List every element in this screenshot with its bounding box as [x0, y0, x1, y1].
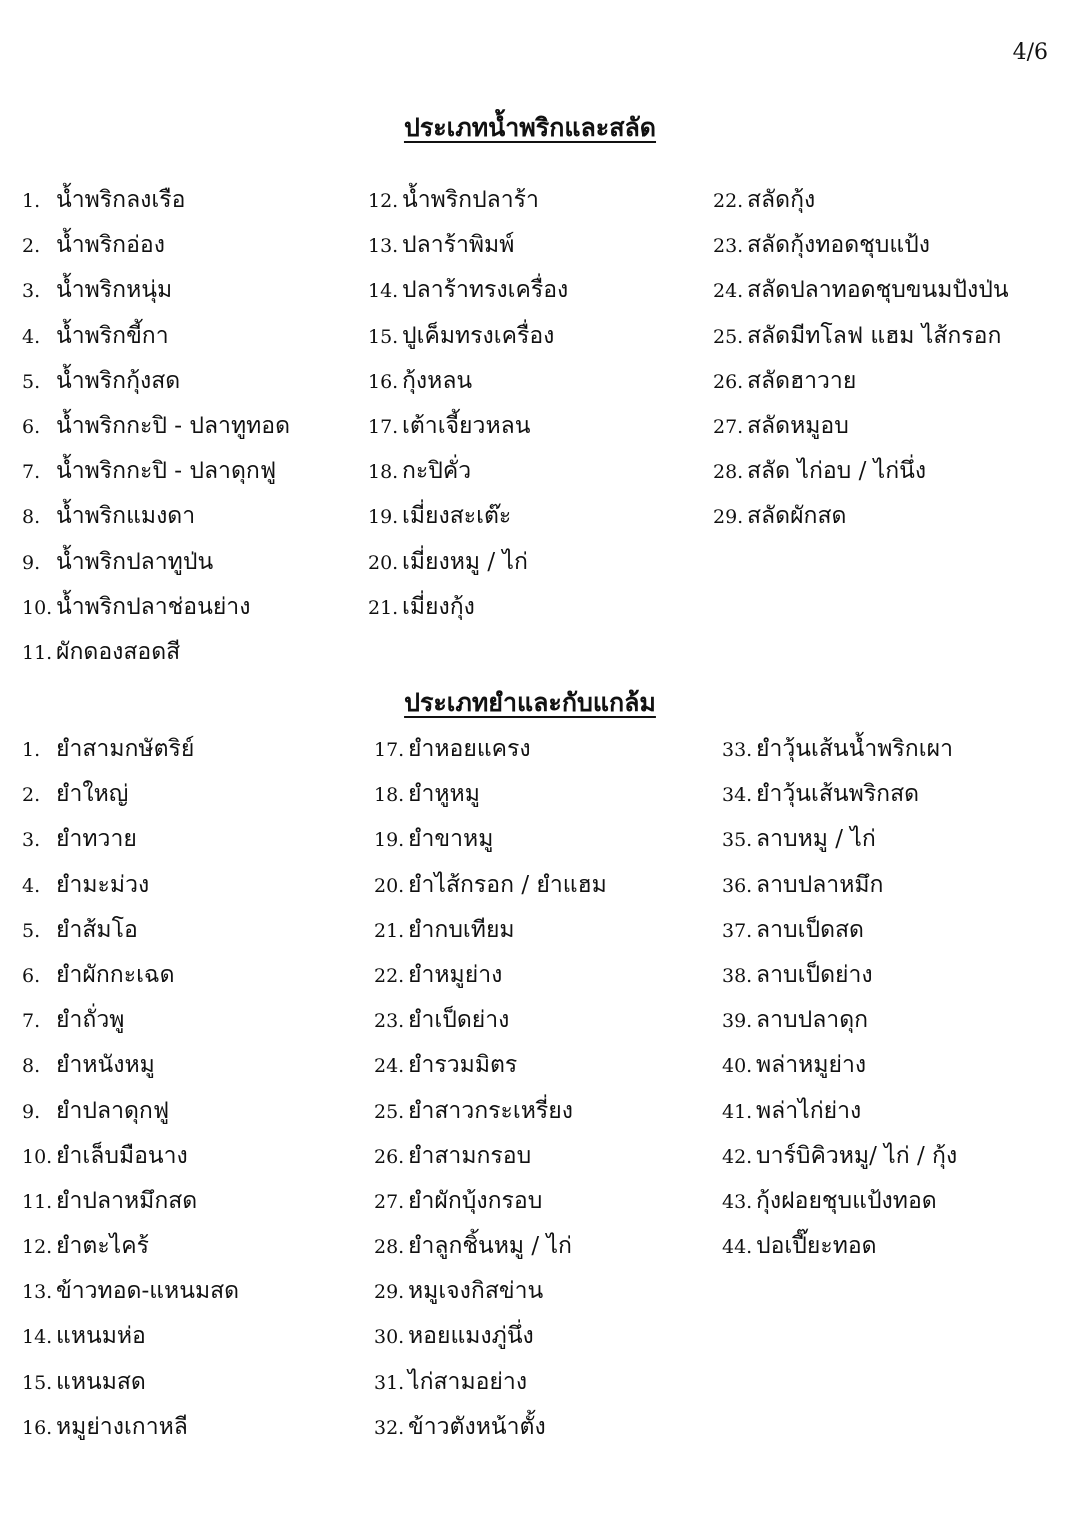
menu-item-label: ยำขาหมู	[408, 826, 494, 853]
menu-item-label: น้ำพริกปลาร้า	[402, 187, 539, 213]
menu-item-label: หมูย่างเกาหลี	[56, 1413, 188, 1440]
menu-item	[722, 998, 957, 1043]
menu-item-number: 14.	[22, 1326, 53, 1349]
menu-item	[22, 1405, 239, 1450]
section-title-yum-snacks: ประเภทยำและกับแกล้ม	[404, 688, 656, 717]
menu-item	[722, 772, 957, 817]
menu-item-label: ยำกบเทียม	[408, 916, 515, 943]
menu-item-number: 25.	[713, 325, 744, 348]
menu-item	[368, 178, 568, 223]
menu-item	[374, 863, 607, 908]
menu-item-number: 28.	[713, 461, 744, 484]
menu-item-number: 29.	[713, 506, 744, 529]
menu-item	[22, 178, 290, 223]
menu-item	[22, 1360, 239, 1405]
menu-item-number: 14.	[368, 280, 399, 303]
menu-item-number: 26.	[713, 370, 744, 393]
menu-item	[22, 314, 290, 359]
menu-item-number: 24.	[374, 1055, 405, 1078]
menu-item	[22, 1314, 239, 1359]
menu-item-number: 9.	[22, 551, 41, 574]
menu-item-label: ยำถั่วพู	[56, 1007, 125, 1034]
menu-item-label: หอยแมงภู่นึ่ง	[408, 1323, 534, 1350]
menu-item-number: 5.	[22, 370, 41, 393]
menu-item	[22, 998, 239, 1043]
menu-item	[22, 585, 290, 630]
menu-item	[374, 1314, 607, 1359]
menu-item	[374, 1089, 607, 1134]
menu-item-number: 4.	[22, 874, 41, 897]
menu-item	[722, 908, 957, 953]
menu-item-label: ลาบเป็ดย่าง	[756, 961, 873, 988]
menu-item-number: 15.	[368, 325, 399, 348]
menu-item	[713, 268, 1009, 313]
menu-item	[368, 268, 568, 313]
menu-item-label: ยำผักบุ้งกรอบ	[408, 1187, 543, 1214]
menu-item-number: 17.	[374, 739, 405, 761]
section2-column-3	[722, 727, 957, 1269]
menu-item-label: ไก่สามอย่าง	[408, 1368, 528, 1395]
menu-item-number: 20.	[374, 874, 405, 897]
menu-item	[368, 449, 568, 494]
menu-item-label: ยำไส้กรอก / ยำแฮม	[408, 871, 607, 898]
menu-item-number: 10.	[22, 596, 53, 619]
menu-item-number: 43.	[722, 1190, 753, 1213]
menu-item-label: หมูเจงกิสข่าน	[408, 1278, 544, 1305]
menu-item	[22, 1224, 239, 1269]
menu-item-label: แหนมสด	[56, 1368, 146, 1395]
menu-item-label: ยำวุ้นเส้นพริกสด	[756, 781, 920, 808]
menu-item	[22, 268, 290, 313]
menu-item-label: ยำสาวกระเหรี่ยง	[408, 1097, 573, 1124]
menu-item-number: 1.	[22, 190, 41, 212]
menu-item-label: กุ้งหลน	[402, 367, 473, 394]
menu-item-number: 32.	[374, 1416, 405, 1439]
menu-item-number: 21.	[368, 596, 399, 619]
menu-item-number: 33.	[722, 739, 753, 761]
menu-item-number: 12.	[22, 1236, 53, 1259]
menu-item-number: 27.	[374, 1190, 405, 1213]
menu-item	[368, 359, 568, 404]
menu-item-label: สลัด ไก่อบ / ไก่นึ่ง	[747, 458, 927, 485]
menu-item	[22, 359, 290, 404]
menu-item-number: 8.	[22, 506, 41, 529]
menu-item-number: 24.	[713, 280, 744, 303]
menu-item	[22, 540, 290, 585]
menu-item	[374, 1405, 607, 1450]
menu-item	[713, 404, 1009, 449]
menu-item-number: 22.	[713, 190, 744, 212]
menu-item-label: ยำส้มโอ	[56, 916, 138, 943]
menu-item	[374, 1134, 607, 1179]
menu-item-label: กุ้งฝอยชุบแป้งทอด	[756, 1187, 937, 1214]
menu-item-number: 42.	[722, 1145, 753, 1168]
menu-item	[374, 953, 607, 998]
menu-item-label: ปอเปี๊ยะทอด	[756, 1233, 877, 1260]
menu-item-label: น้ำพริกกะปิ - ปลาดุกฟู	[56, 458, 277, 485]
menu-item-number: 28.	[374, 1236, 405, 1259]
menu-item	[22, 908, 239, 953]
menu-item-number: 3.	[22, 829, 41, 852]
menu-item	[22, 727, 239, 772]
menu-item	[722, 1179, 957, 1224]
menu-item	[722, 863, 957, 908]
menu-item	[722, 1224, 957, 1269]
menu-item	[374, 1224, 607, 1269]
menu-item-label: ข้าวทอด-แหนมสด	[56, 1278, 240, 1305]
menu-item-label: สลัดมีทโลฟ แฮม ไส้กรอก	[747, 322, 1002, 349]
menu-item-number: 21.	[374, 919, 405, 942]
menu-item-number: 38.	[722, 964, 753, 987]
menu-item-number: 2.	[22, 784, 41, 807]
section2-column-2	[374, 727, 607, 1450]
menu-item-label: สลัดหมูอบ	[747, 412, 849, 439]
menu-item	[368, 585, 568, 630]
menu-item-number: 2.	[22, 235, 41, 258]
menu-item-number: 41.	[722, 1100, 753, 1123]
section1-column-1	[22, 178, 290, 675]
menu-item-label: น้ำพริกขี้กา	[56, 322, 169, 349]
menu-item	[368, 314, 568, 359]
menu-item	[22, 1134, 239, 1179]
menu-item-number: 23.	[713, 235, 744, 258]
menu-item-label: ลาบปลาหมึก	[756, 871, 884, 898]
menu-item-label: ยำตะไคร้	[56, 1233, 149, 1260]
menu-item-number: 8.	[22, 1055, 41, 1078]
section1-column-3	[713, 178, 1009, 540]
menu-item	[722, 1043, 957, 1088]
menu-item	[22, 223, 290, 268]
menu-item-number: 22.	[374, 964, 405, 987]
menu-item-label: ยำมะม่วง	[56, 871, 150, 898]
menu-item-number: 29.	[374, 1281, 405, 1304]
menu-item-label: สลัดกุ้งทอดชุบแป้ง	[747, 232, 931, 259]
menu-item-number: 31.	[374, 1371, 405, 1394]
menu-item-number: 35.	[722, 829, 753, 852]
menu-item	[713, 359, 1009, 404]
menu-item-label: เต้าเจี้ยวหลน	[402, 412, 531, 439]
menu-item-number: 26.	[374, 1145, 405, 1168]
menu-item	[22, 449, 290, 494]
menu-item-number: 39.	[722, 1010, 753, 1033]
menu-item-number: 44.	[722, 1236, 753, 1259]
menu-item-label: น้ำพริกปลาช่อนย่าง	[56, 593, 251, 620]
menu-item-label: น้ำพริกหนุ่ม	[56, 277, 173, 304]
menu-item	[713, 314, 1009, 359]
menu-item-number: 40.	[722, 1055, 753, 1078]
menu-item-label: ปลาร้าพิมพ์	[402, 232, 515, 259]
menu-item	[374, 727, 607, 772]
menu-item-number: 18.	[368, 461, 399, 484]
menu-item-number: 1.	[22, 739, 41, 761]
menu-item	[22, 953, 239, 998]
menu-item-number: 7.	[22, 1010, 41, 1033]
menu-item-label: พล่าหมูย่าง	[756, 1052, 867, 1079]
menu-item	[374, 1043, 607, 1088]
menu-item-number: 5.	[22, 919, 41, 942]
menu-item	[22, 1089, 239, 1134]
menu-item-number: 30.	[374, 1326, 405, 1349]
menu-item-label: ยำสามกรอบ	[408, 1142, 532, 1169]
menu-item-label: สลัดกุ้ง	[747, 187, 816, 213]
menu-item	[22, 817, 239, 862]
menu-item-label: พล่าไก่ย่าง	[756, 1097, 862, 1124]
menu-item-label: ยำหอยแครง	[408, 736, 531, 762]
menu-item-label: ยำเป็ดย่าง	[408, 1007, 510, 1034]
menu-item	[22, 1179, 239, 1224]
menu-item-number: 37.	[722, 919, 753, 942]
menu-item	[22, 1043, 239, 1088]
menu-item-label: น้ำพริกกุ้งสด	[56, 367, 181, 394]
menu-item-label: ลาบปลาดุก	[756, 1007, 869, 1034]
menu-item-number: 25.	[374, 1100, 405, 1123]
menu-item-label: สลัดฮาวาย	[747, 367, 857, 394]
menu-item	[713, 494, 1009, 539]
menu-item-number: 6.	[22, 964, 41, 987]
menu-item-label: ยำสามกษัตริย์	[56, 736, 195, 762]
menu-item-label: กะปิคั่ว	[402, 458, 472, 485]
menu-item-number: 19.	[368, 506, 399, 529]
menu-item-number: 11.	[22, 1190, 53, 1213]
menu-item	[22, 404, 290, 449]
menu-item-number: 13.	[368, 235, 399, 258]
menu-item-label: ยำปลาดุกฟู	[56, 1097, 170, 1124]
menu-item-label: น้ำพริกลงเรือ	[56, 187, 186, 213]
section2-column-1	[22, 727, 239, 1450]
menu-item	[374, 1360, 607, 1405]
menu-item-label: ผักดองสอดสี	[56, 638, 181, 665]
menu-item-label: ลาบเป็ดสด	[756, 916, 864, 943]
menu-item-number: 34.	[722, 784, 753, 807]
menu-item-number: 17.	[368, 415, 399, 438]
menu-item	[374, 1179, 607, 1224]
menu-item-number: 3.	[22, 280, 41, 303]
menu-item	[368, 223, 568, 268]
menu-item-label: ยำปลาหมึกสด	[56, 1187, 198, 1214]
menu-item-label: น้ำพริกอ่อง	[56, 232, 165, 259]
menu-item-label: ปูเค็มทรงเครื่อง	[402, 322, 555, 349]
menu-item-label: สลัดปลาทอดชุบขนมปังป่น	[747, 277, 1009, 304]
menu-item-number: 6.	[22, 415, 41, 438]
menu-item-number: 19.	[374, 829, 405, 852]
menu-item-label: เมี่ยงสะเต๊ะ	[402, 503, 512, 530]
menu-item-label: ยำรวมมิตร	[408, 1052, 518, 1079]
menu-item	[368, 494, 568, 539]
menu-item	[713, 449, 1009, 494]
menu-item	[374, 1269, 607, 1314]
menu-item-label: ข้าวตังหน้าตั้ง	[408, 1413, 546, 1440]
menu-item-number: 27.	[713, 415, 744, 438]
menu-item-label: ยำทวาย	[56, 826, 137, 853]
menu-item-number: 13.	[22, 1281, 53, 1304]
menu-item	[722, 817, 957, 862]
menu-item-label: ยำหูหมู	[408, 781, 480, 808]
menu-item-number: 12.	[368, 190, 399, 212]
menu-item	[374, 817, 607, 862]
section-title-chili-paste-salad: ประเภทน้ำพริกและสลัด	[403, 113, 657, 142]
menu-item	[722, 953, 957, 998]
menu-item-label: ยำหมูย่าง	[408, 961, 503, 988]
menu-item-label: ปลาร้าทรงเครื่อง	[402, 277, 569, 304]
menu-item	[374, 772, 607, 817]
menu-item	[22, 772, 239, 817]
menu-item	[713, 178, 1009, 223]
menu-item-number: 16.	[22, 1416, 53, 1439]
menu-item-label: บาร์บิคิวหมู/ ไก่ / กุ้ง	[756, 1142, 958, 1169]
menu-item	[22, 630, 290, 675]
section1-column-2	[368, 178, 568, 630]
menu-item-label: น้ำพริกแมงดา	[56, 503, 196, 530]
menu-item-number: 11.	[22, 641, 53, 664]
menu-item	[722, 727, 957, 772]
menu-item-label: ยำเล็บมือนาง	[56, 1142, 188, 1169]
menu-item-number: 9.	[22, 1100, 41, 1123]
menu-item	[22, 863, 239, 908]
menu-item	[368, 404, 568, 449]
menu-item	[722, 1134, 957, 1179]
menu-item-label: เมี่ยงหมู / ไก่	[402, 548, 528, 575]
menu-item-label: ยำใหญ่	[56, 781, 129, 808]
menu-item	[374, 908, 607, 953]
menu-item-label: ยำผักกะเฉด	[56, 961, 175, 988]
menu-item-number: 4.	[22, 325, 41, 348]
menu-item-label: ยำหนังหมู	[56, 1052, 155, 1079]
menu-item-number: 7.	[22, 461, 41, 484]
menu-item	[22, 494, 290, 539]
menu-item-number: 15.	[22, 1371, 53, 1394]
menu-item-label: น้ำพริกปลาทูป่น	[56, 548, 214, 575]
page-number: 4/6	[1012, 40, 1048, 65]
menu-item	[374, 998, 607, 1043]
menu-item-number: 20.	[368, 551, 399, 574]
menu-item-label: เมี่ยงกุ้ง	[402, 593, 475, 620]
menu-item-label: แหนมห่อ	[56, 1323, 146, 1350]
menu-item-label: ยำลูกชิ้นหมู / ไก่	[408, 1233, 572, 1260]
menu-item-number: 10.	[22, 1145, 53, 1168]
menu-item-number: 16.	[368, 370, 399, 393]
menu-item-number: 36.	[722, 874, 753, 897]
menu-item-label: สลัดผักสด	[747, 503, 847, 530]
menu-item	[22, 1269, 239, 1314]
menu-item	[368, 540, 568, 585]
menu-item	[722, 1089, 957, 1134]
menu-item-label: ยำวุ้นเส้นน้ำพริกเผา	[756, 736, 953, 762]
menu-item-label: น้ำพริกกะปิ - ปลาทูทอด	[56, 412, 291, 439]
menu-item	[713, 223, 1009, 268]
menu-item-number: 18.	[374, 784, 405, 807]
menu-item-label: ลาบหมู / ไก่	[756, 826, 876, 853]
menu-item-number: 23.	[374, 1010, 405, 1033]
